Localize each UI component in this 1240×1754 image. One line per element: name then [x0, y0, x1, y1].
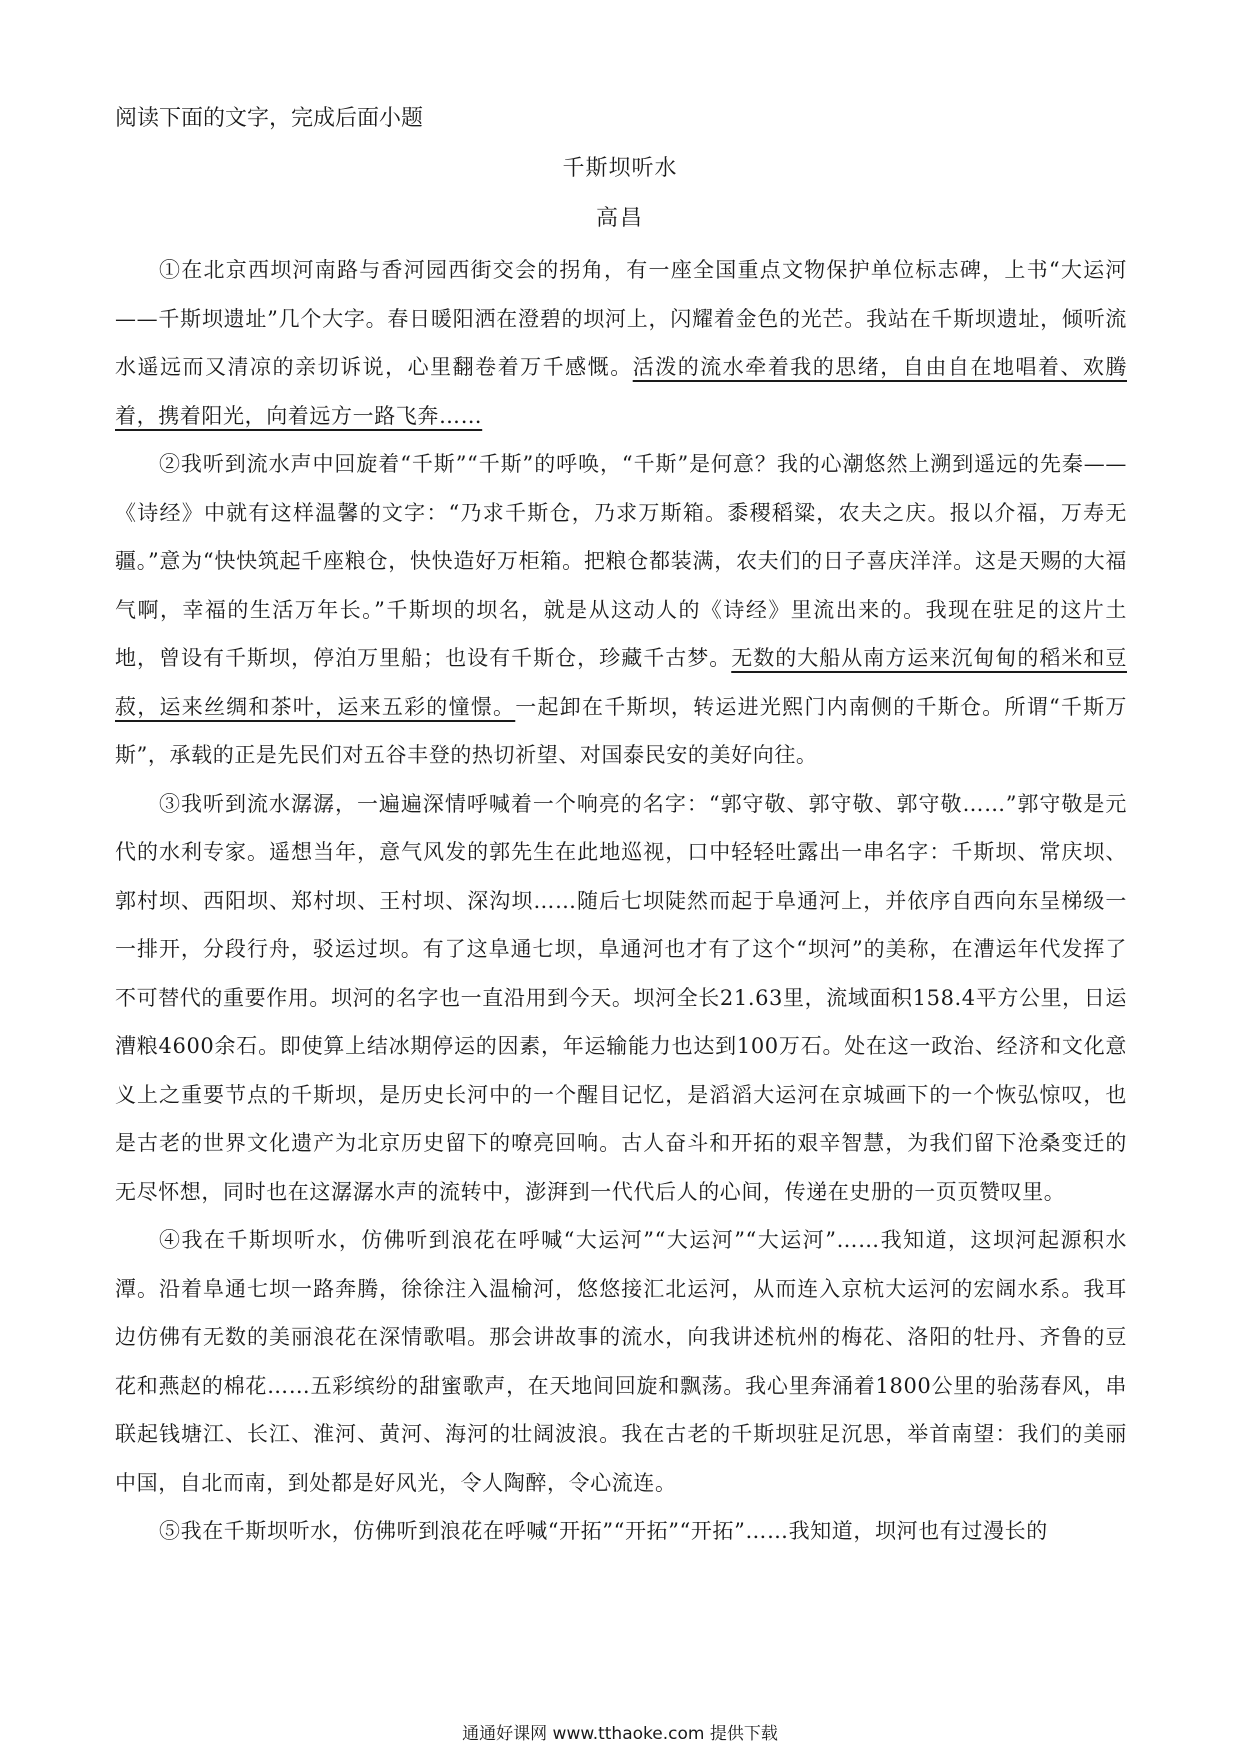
paragraph-4-text: ④我在千斯坝听水，仿佛听到浪花在呼喊“大运河”“大运河”“大运河”……我知道，这坝河起源积水潭。沿着阜通七坝一路奔腾，徐徐注入温榆河，悠悠接汇北运河，从而连入京杭大运河的宏阔水系。我耳边仿佛有无数的美丽浪花在深情歌唱。那会讲故事的流水，向我讲述杭州的梅花、洛阳的牡丹、齐鲁的豆花和燕赵的棉花……五彩缤纷的甜蜜歌声，在天地间回旋和飘荡。我心里奔涌着1800公里的骀荡春风，串联起钱塘江、长江、淮河、黄河、海河的壮阔波浪。我在古老的千斯坝驻足沉思，举首南望：我们的美丽中国，自北而南，到处都是好风光，令人陶醉，令心流连。: [115, 1228, 1127, 1495]
paragraph-5: [115, 1507, 1127, 1556]
paragraph-2-underlined: 无数的大船从南方运来沉甸甸的稻米和豆菽，运来丝绸和茶叶，运来五彩的憧憬。: [115, 646, 1127, 719]
paragraph-1-text: ①在北京西坝河南路与香河园西街交会的拐角，有一座全国重点文物保护单位标志碑，上书“大运河——千斯坝遗址”几个大字。春日暖阳洒在澄碧的坝河上，闪耀着金色的光芒。我站在千斯坝遗址，倾听流水遥远而又清凉的亲切诉说，心里翻卷着万千感慨。: [115, 258, 1127, 379]
footer-watermark: 通通好课网 www.tthaoke.com 提供下载: [462, 1724, 778, 1744]
paragraph-1: [115, 246, 1127, 440]
paragraph-1-underlined: 活泼的流水牵着我的思绪，自由自在地唱着、欢腾着，携着阳光，向着远方一路飞奔……: [115, 355, 1127, 428]
article-title: 千斯坝听水: [562, 156, 678, 181]
paragraph-2-text-after: 一起卸在千斯坝，转运进光熙门内南侧的千斯仓。所谓“千斯万斯”，承载的正是先民们对五谷丰登的热切祈望、对国泰民安的美好向往。: [115, 694, 1127, 767]
article-author: 高昌: [595, 206, 644, 231]
paragraph-2-text: ②我听到流水声中回旋着“千斯”“千斯”的呼唤，“千斯”是何意？我的心潮悠然上溯到遥远的先秦——《诗经》中就有这样温馨的文字：“乃求千斯仓，乃求万斯箱。黍稷稻粱，农夫之庆。报以介福，万寿无疆。”意为“快快筑起千座粮仓，快快造好万柜箱。把粮仓都装满，农夫们的日子喜庆洋洋。这是天赐的大福气啊，幸福的生活万年长。”千斯坝的坝名，就是从这动人的《诗经》里流出来的。我现在驻足的这片土地，曾设有千斯坝，停泊万里船；也设有千斯仓，珍藏千古梦。: [115, 452, 1127, 670]
paragraph-2: [115, 440, 1127, 780]
instruction-text: 阅读下面的文字，完成后面小题: [115, 106, 424, 131]
paragraph-5-text: ⑤我在千斯坝听水，仿佛听到浪花在呼喊“开拓”“开拓”“开拓”……我知道，坝河也有过漫长的: [159, 1519, 1048, 1543]
article-body: [115, 246, 1127, 1556]
paragraph-3-text: ③我听到流水潺潺，一遍遍深情呼喊着一个响亮的名字：“郭守敬、郭守敬、郭守敬……”郭守敬是元代的水利专家。遥想当年，意气风发的郭先生在此地巡视，口中轻轻吐露出一串名字：千斯坝、常庆坝、郭村坝、西阳坝、郑村坝、王村坝、深沟坝……随后七坝陡然而起于阜通河上，并依序自西向东呈梯级一一排开，分段行舟，驳运过坝。有了这阜通七坝，阜通河也才有了这个“坝河”的美称，在漕运年代发挥了不可替代的重要作用。坝河的名字也一直沿用到今天。坝河全长21.63里，流域面积158.4平方公里，日运漕粮4600余石。即使算上结冰期停运的因素，年运输能力也达到100万石。处在这一政治、经济和文化意义上之重要节点的千斯坝，是历史长河中的一个醒目记忆，是滔滔大运河在京城画下的一个恢弘惊叹，也是古老的世界文化遗产为北京历史留下的嘹亮回响。古人奋斗和开拓的艰辛智慧，为我们留下沧桑变迁的无尽怀想，同时也在这潺潺水声的流转中，澎湃到一代代后人的心间，传递在史册的一页页赞叹里。: [115, 791, 1127, 1204]
paragraph-4: [115, 1216, 1127, 1507]
paragraph-3: [115, 780, 1127, 1217]
